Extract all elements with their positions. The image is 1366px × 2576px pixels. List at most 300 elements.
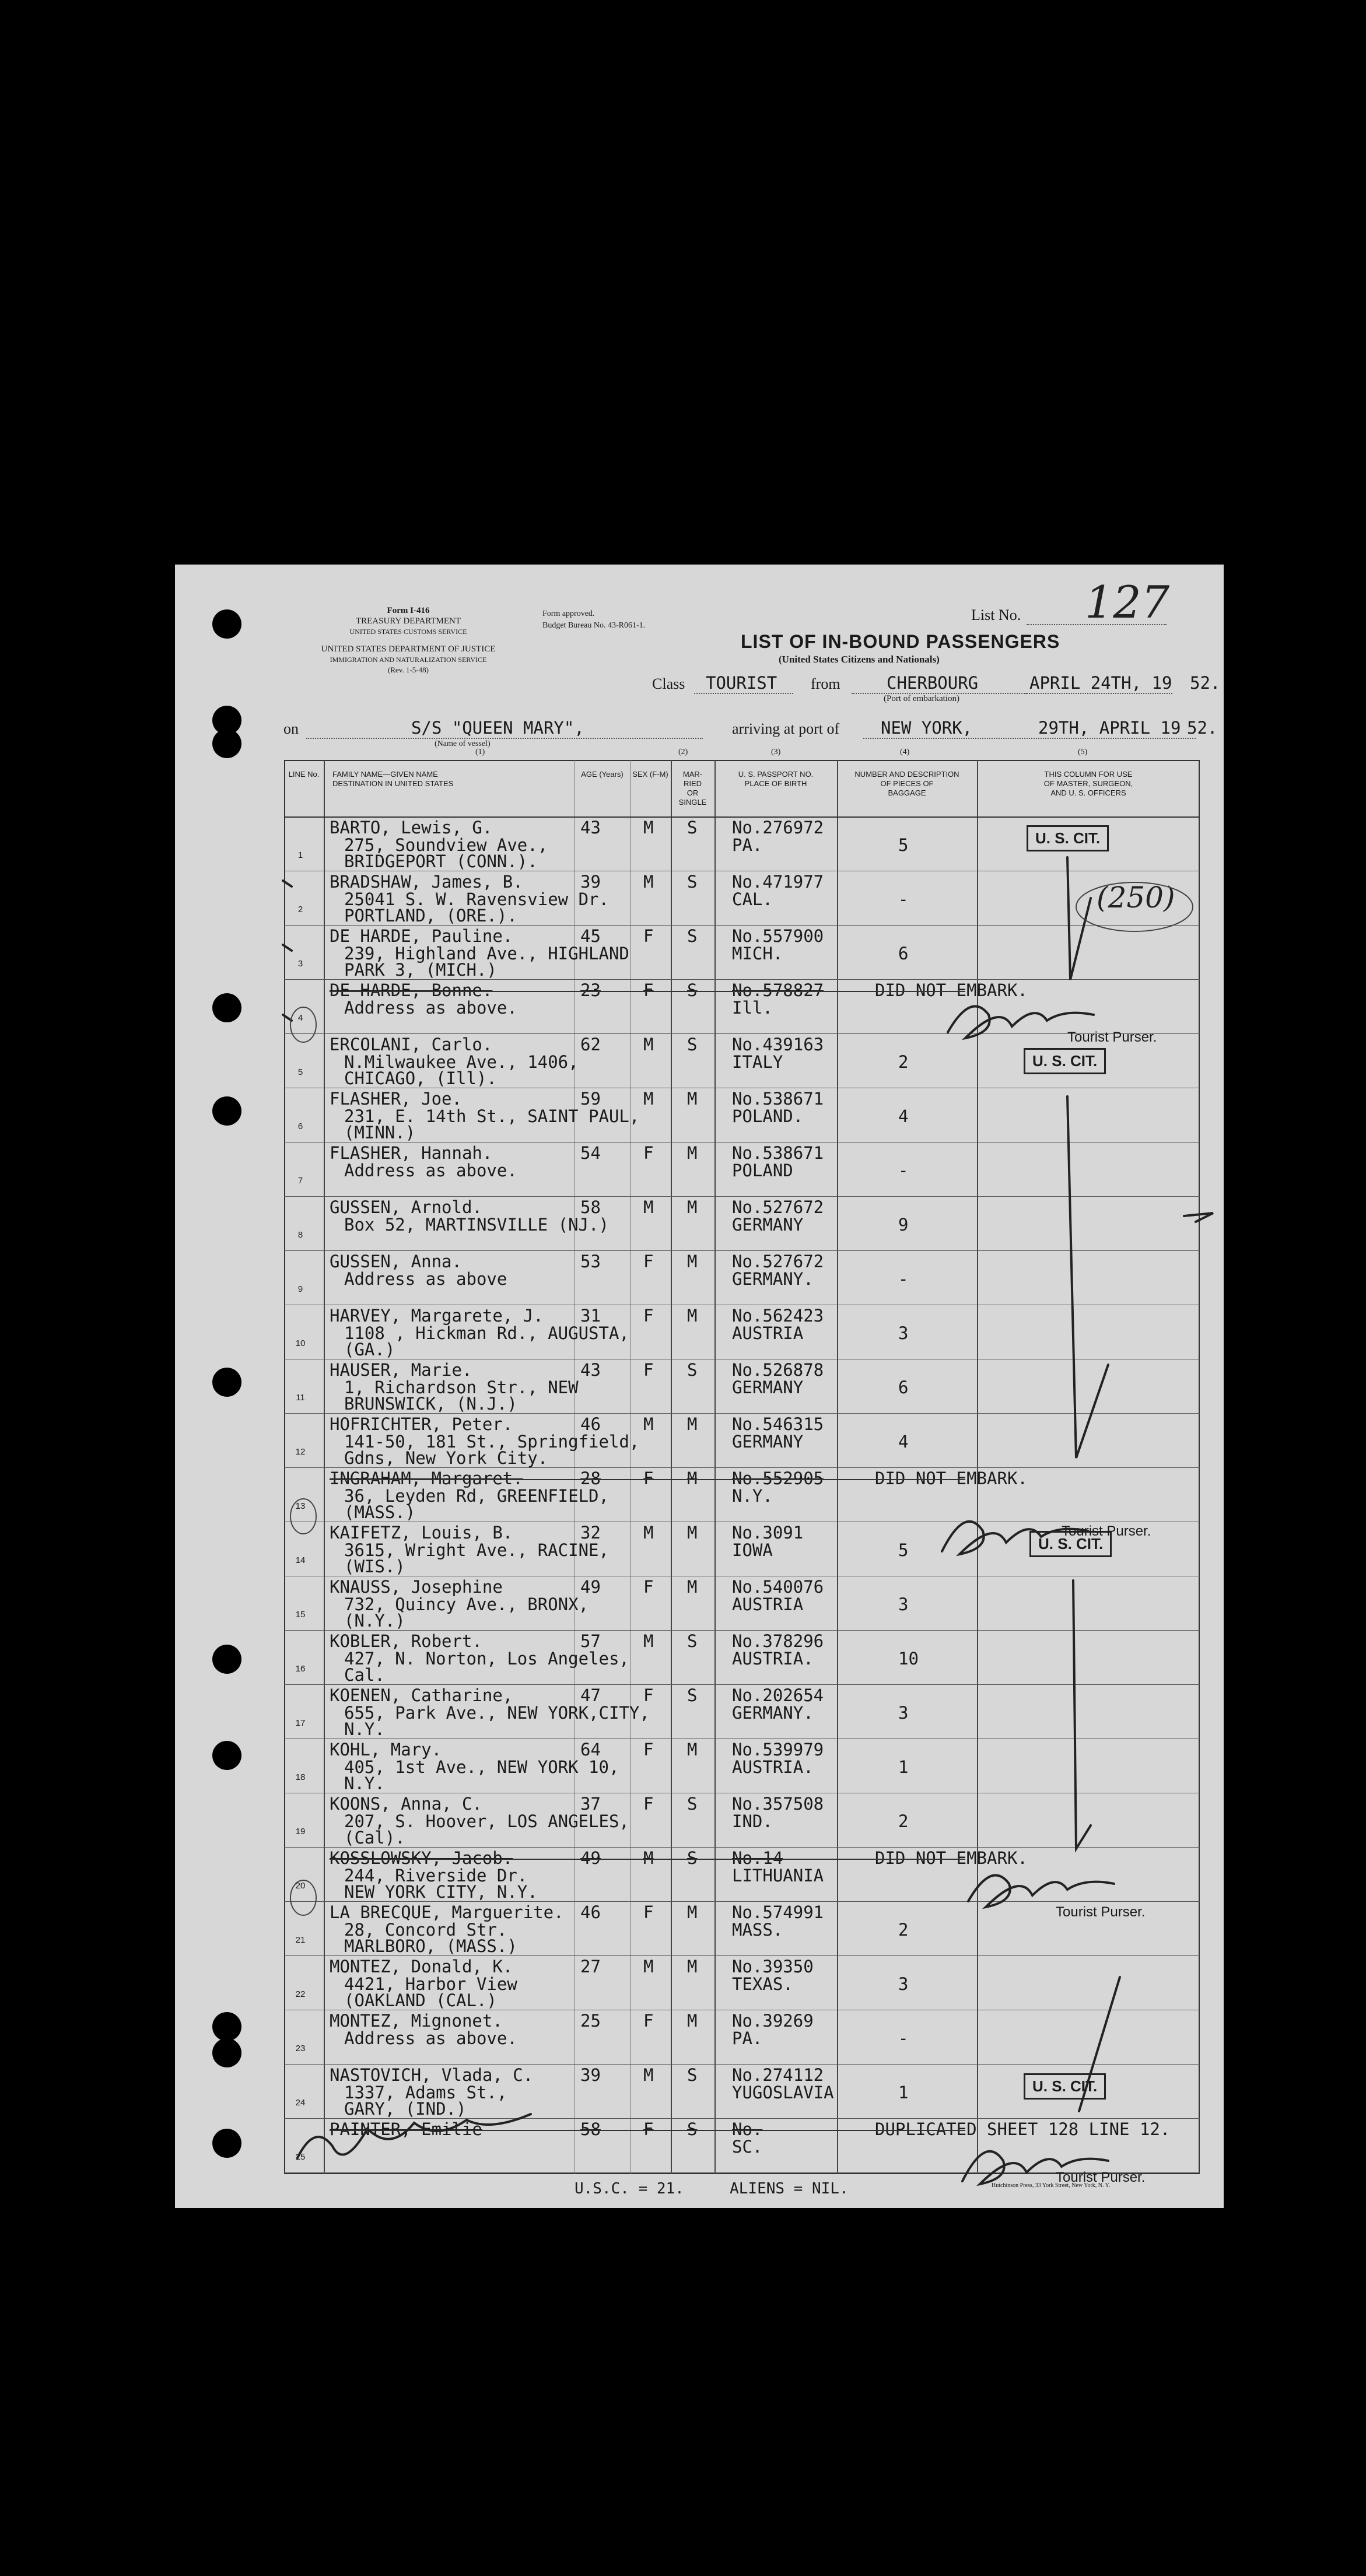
- col-officers: THIS COLUMN FOR USE OF MASTER, SURGEON, AND U. S. OFFICERS: [1043, 770, 1133, 797]
- place-of-birth: GERMANY.: [732, 1269, 814, 1289]
- baggage-count: -: [898, 1161, 909, 1180]
- passenger-address: 28, Concord Str.: [344, 1920, 507, 1940]
- age: 57: [580, 1631, 601, 1651]
- marital-status: M: [687, 1740, 698, 1760]
- ins: IMMIGRATION AND NATURALIZATION SERVICE: [330, 656, 487, 664]
- baggage-count: 3: [898, 1323, 909, 1343]
- passenger-address: 141-50, 181 St., Springfield,: [344, 1432, 640, 1452]
- passport-number: No.538671: [732, 1143, 824, 1163]
- passenger-address-2: (OAKLAND (CAL.): [344, 1990, 497, 2010]
- baggage-count: -: [898, 2028, 909, 2048]
- sex: F: [643, 1685, 654, 1705]
- place-of-birth: POLAND.: [732, 1106, 804, 1126]
- place-of-birth: POLAND: [732, 1161, 793, 1180]
- marital-status: M: [687, 1143, 698, 1163]
- line-number: 6: [297, 1121, 303, 1131]
- passenger-address: 207, S. Hoover, LOS ANGELES,: [344, 1811, 629, 1831]
- baggage-count: 3: [898, 1594, 909, 1614]
- purser-label: Tourist Purser.: [1056, 2170, 1146, 2185]
- passenger-name: DE HARDE, Bonne.: [330, 980, 493, 1000]
- passenger-address: Address as above.: [344, 1161, 517, 1180]
- passenger-name: MONTEZ, Mignonet.: [330, 2011, 503, 2031]
- marital-status: S: [687, 1794, 698, 1814]
- passport-number: No.557900: [732, 926, 824, 946]
- passenger-address-2: (GA.): [344, 1340, 395, 1359]
- circled-line-number: [290, 1499, 316, 1534]
- passenger-address: Address as above: [344, 1269, 507, 1289]
- place-of-birth: PA.: [732, 2028, 763, 2048]
- port-note: (Port of embarkation): [884, 694, 959, 703]
- passenger-address-2: (N.Y.): [344, 1611, 405, 1631]
- passenger-address: 36, Leyden Rd, GREENFIELD,: [344, 1486, 609, 1506]
- arriving-label: arriving at port of: [732, 720, 840, 737]
- passport-number: No.578827: [732, 980, 824, 1000]
- sex: F: [643, 1252, 654, 1271]
- age: 25: [580, 2011, 601, 2031]
- age: 39: [580, 872, 601, 892]
- place-of-birth: LITHUANIA: [732, 1866, 824, 1885]
- baggage-count: 2: [898, 1811, 909, 1831]
- place-of-birth: GERMANY: [732, 1432, 804, 1452]
- marital-status: M: [687, 2011, 698, 2031]
- check-mark: [1067, 857, 1091, 980]
- passport-number: No.14: [732, 1848, 783, 1868]
- sex: F: [643, 1143, 654, 1163]
- passenger-address-2: CHICAGO, (Ill).: [344, 1068, 497, 1088]
- line-number: 11: [296, 1393, 305, 1403]
- depart-year: 52.: [1190, 673, 1221, 693]
- line-number: 23: [295, 2044, 306, 2053]
- sex: M: [643, 1035, 654, 1054]
- baggage-note: DUPLICATED SHEET 128 LINE 12.: [875, 2119, 1171, 2139]
- doj: UNITED STATES DEPARTMENT OF JUSTICE: [321, 644, 496, 654]
- marital-status: M: [687, 1306, 698, 1326]
- place-of-birth: Ill.: [732, 998, 773, 1018]
- sex: F: [643, 2011, 654, 2031]
- form-approved: Form approved.: [542, 609, 595, 618]
- baggage-count: 4: [898, 1432, 909, 1452]
- place-of-birth: SC.: [732, 2137, 763, 2157]
- passenger-address: Box 52, MARTINSVILLE (NJ.): [344, 1215, 609, 1235]
- age: 64: [580, 1740, 601, 1760]
- baggage-count: 10: [898, 1649, 919, 1669]
- passenger-address: 239, Highland Ave., HIGHLAND: [344, 944, 629, 963]
- age: 49: [580, 1577, 601, 1597]
- line-number: 13: [295, 1501, 306, 1511]
- line-number: 1: [297, 850, 303, 860]
- printer-credit: Hutchinson Press, 33 York Street, New York, N. Y.: [992, 2182, 1111, 2189]
- place-of-birth: ITALY: [732, 1052, 783, 1072]
- list-no-label: List No.: [971, 607, 1021, 623]
- check-mark: [1073, 1580, 1091, 1849]
- passenger-address-2: MARLBORO, (MASS.): [344, 1936, 517, 1956]
- passenger-address: 732, Quincy Ave., BRONX,: [344, 1594, 589, 1614]
- tick-marks: [283, 881, 292, 1021]
- passenger-address-2: (MASS.): [344, 1502, 416, 1522]
- sex: M: [643, 872, 654, 892]
- sex: M: [643, 1089, 654, 1109]
- sex: F: [643, 1577, 654, 1597]
- depart-date: APRIL 24TH, 19: [1029, 673, 1172, 693]
- passenger-name: MONTEZ, Donald, K.: [330, 1957, 513, 1976]
- passenger-address-2: PARK 3, (MICH.): [344, 960, 497, 980]
- passport-number: No.202654: [732, 1685, 824, 1705]
- passport-number: No.471977: [732, 872, 824, 892]
- baggage-note: DID NOT EMBARK.: [875, 980, 1028, 1000]
- us-citizen-stamp: U. S. CIT.: [1027, 825, 1109, 851]
- passenger-name: PAINTER, Emilie: [330, 2119, 482, 2139]
- line-number: 25: [295, 2152, 306, 2162]
- passenger-address-2: BRUNSWICK, (N.J.): [344, 1394, 517, 1414]
- passport-number: No.276972: [732, 818, 824, 837]
- line-number: 18: [295, 1772, 306, 1782]
- passport-number: No.539979: [732, 1740, 824, 1760]
- passenger-address-2: (Cal).: [344, 1828, 405, 1848]
- place-of-birth: GERMANY: [732, 1215, 804, 1235]
- page-title: LIST OF IN-BOUND PASSENGERS: [741, 631, 1060, 652]
- line-number: 19: [295, 1827, 306, 1837]
- marital-status: S: [687, 926, 698, 946]
- class-value: TOURIST: [706, 673, 777, 693]
- place-of-birth: PA.: [732, 835, 763, 855]
- passenger-name: BRADSHAW, James, B.: [330, 872, 523, 892]
- passenger-name: KOBLER, Robert.: [330, 1631, 482, 1651]
- line-number: 14: [295, 1555, 306, 1565]
- col-baggage: NUMBER AND DESCRIPTION OF PIECES OF BAGGAGE: [854, 770, 959, 797]
- marital-status: S: [687, 1360, 698, 1380]
- place-of-birth: YUGOSLAVIA: [732, 2083, 834, 2102]
- col-num-1: (1): [475, 748, 485, 756]
- purser-signature: [968, 1875, 1114, 1907]
- circled-line-number: [290, 1007, 316, 1042]
- arrival-port: NEW YORK,: [881, 718, 973, 738]
- line-number: 2: [297, 905, 303, 914]
- department: TREASURY DEPARTMENT: [355, 616, 461, 626]
- passport-number: No.378296: [732, 1631, 824, 1651]
- passenger-address: 275, Soundview Ave.,: [344, 835, 548, 855]
- baggage-count: 5: [898, 1540, 909, 1560]
- sex: F: [643, 1306, 654, 1326]
- baggage-count: -: [898, 1269, 909, 1289]
- sex: F: [643, 2119, 654, 2139]
- col-line: LINE No.: [288, 770, 320, 779]
- baggage-note: DID NOT EMBARK.: [875, 1848, 1028, 1868]
- marital-status: M: [687, 1957, 698, 1976]
- col-num-5: (5): [1078, 748, 1088, 756]
- line-number: 21: [295, 1935, 306, 1945]
- passport-number: No.3091: [732, 1523, 804, 1543]
- age: 54: [580, 1143, 601, 1163]
- sex: F: [643, 1740, 654, 1760]
- line-number: 15: [295, 1610, 306, 1620]
- line-number: 3: [297, 959, 303, 969]
- baggage-count: -: [898, 889, 909, 909]
- sex: M: [643, 1414, 654, 1434]
- us-citizen-stamp: U. S. CIT.: [1024, 1048, 1106, 1074]
- passenger-address: N.Milwaukee Ave., 1406,: [344, 1052, 579, 1072]
- passenger-name: KOONS, Anna, C.: [330, 1794, 482, 1814]
- from-port: CHERBOURG: [887, 673, 979, 693]
- place-of-birth: AUSTRIA.: [732, 1757, 814, 1777]
- us-citizen-stamp: U. S. CIT.: [1024, 2073, 1106, 2100]
- baggage-count: 4: [898, 1106, 909, 1126]
- passenger-name: INGRAHAM, Margaret.: [330, 1469, 523, 1488]
- marital-status: S: [687, 1685, 698, 1705]
- line-number: 7: [297, 1176, 303, 1186]
- us-citizen-stamp: U. S. CIT.: [1029, 1531, 1112, 1557]
- line-number: 12: [295, 1447, 306, 1457]
- age: 28: [580, 1469, 601, 1488]
- passenger-name: KOENEN, Catharine,: [330, 1685, 513, 1705]
- marital-status: S: [687, 980, 698, 1000]
- passenger-address-2: N.Y.: [344, 1774, 385, 1793]
- marital-status: S: [687, 1631, 698, 1651]
- passport-number: No.274112: [732, 2065, 824, 2085]
- passport-number: No.39269: [732, 2011, 814, 2031]
- sex: M: [643, 1957, 654, 1976]
- place-of-birth: N.Y.: [732, 1486, 773, 1506]
- list-number: 127: [1085, 576, 1170, 628]
- sex: F: [643, 1360, 654, 1380]
- passenger-address: 4421, Harbor View: [344, 1974, 517, 1994]
- passport-number: No.540076: [732, 1577, 824, 1597]
- check-mark: [1067, 1096, 1108, 1458]
- count-annotation: (250): [1097, 881, 1175, 914]
- sex: F: [643, 1902, 654, 1922]
- passenger-address: 405, 1st Ave., NEW YORK 10,: [344, 1757, 619, 1777]
- vessel-name: S/S "QUEEN MARY",: [411, 718, 584, 738]
- passenger-address: 1337, Adams St.,: [344, 2083, 507, 2102]
- passenger-address-2: Gdns, New York City.: [344, 1448, 548, 1468]
- passenger-address: 3615, Wright Ave., RACINE,: [344, 1540, 609, 1560]
- baggage-note: DID NOT EMBARK.: [875, 1469, 1028, 1488]
- line-number: 9: [297, 1284, 303, 1294]
- from-label: from: [811, 675, 840, 692]
- age: 37: [580, 1794, 601, 1814]
- baggage-count: 1: [898, 2083, 909, 2102]
- line-number: 20: [295, 1881, 306, 1891]
- passenger-address-2: (MINN.): [344, 1123, 416, 1142]
- baggage-count: 3: [898, 1703, 909, 1723]
- line-number: 24: [295, 2098, 306, 2108]
- passport-number: No.552905: [732, 1469, 824, 1488]
- purser-signature: [942, 1522, 1088, 1554]
- passenger-address: 25041 S. W. Ravensview Dr.: [344, 889, 609, 909]
- marital-status: M: [687, 1414, 698, 1434]
- age: 58: [580, 1197, 601, 1217]
- age: 49: [580, 1848, 601, 1868]
- customs-service: UNITED STATES CUSTOMS SERVICE: [349, 628, 467, 636]
- place-of-birth: GERMANY.: [732, 1703, 814, 1723]
- summary-line: U.S.C. = 21. ALIENS = NIL.: [575, 2180, 849, 2198]
- passenger-address-2: GARY, (IND.): [344, 2099, 467, 2119]
- age: 59: [580, 1089, 601, 1109]
- marital-status: M: [687, 1523, 698, 1543]
- sex: M: [643, 2065, 654, 2085]
- purser-signature: [962, 2151, 1108, 2184]
- passport-number: No.538671: [732, 1089, 824, 1109]
- place-of-birth: AUSTRIA: [732, 1594, 804, 1614]
- baggage-count: 9: [898, 1215, 909, 1235]
- sex: F: [643, 1469, 654, 1488]
- sex: F: [643, 926, 654, 946]
- passenger-address-2: NEW YORK CITY, N.Y.: [344, 1882, 538, 1902]
- passport-number: No.357508: [732, 1794, 824, 1814]
- place-of-birth: AUSTRIA.: [732, 1649, 814, 1669]
- passport-number: No.39350: [732, 1957, 814, 1976]
- passenger-name: GUSSEN, Anna.: [330, 1252, 462, 1271]
- line-number: 10: [295, 1338, 306, 1348]
- sex: F: [643, 1794, 654, 1814]
- marital-status: M: [687, 1197, 698, 1217]
- passport-number: No.526878: [732, 1360, 824, 1380]
- sex: F: [643, 980, 654, 1000]
- passenger-name: KNAUSS, Josephine: [330, 1577, 503, 1597]
- col-age: AGE (Years): [581, 770, 624, 779]
- age: 45: [580, 926, 601, 946]
- col-num-2: (2): [678, 748, 688, 756]
- col-num-3: (3): [771, 748, 781, 756]
- passenger-name: GUSSEN, Arnold.: [330, 1197, 482, 1217]
- passenger-name: FLASHER, Joe.: [330, 1089, 462, 1109]
- col-sex: SEX (F-M): [632, 770, 668, 779]
- age: 58: [580, 2119, 601, 2139]
- passport-number: No.527672: [732, 1197, 824, 1217]
- age: 53: [580, 1252, 601, 1271]
- line-number: 8: [297, 1230, 303, 1240]
- passport-number: No.527672: [732, 1252, 824, 1271]
- marital-status: M: [687, 1089, 698, 1109]
- age: 27: [580, 1957, 601, 1976]
- sex: M: [643, 1523, 654, 1543]
- passenger-address: 244, Riverside Dr.: [344, 1866, 528, 1885]
- passenger-address: 231, E. 14th St., SAINT PAUL,: [344, 1106, 640, 1126]
- marital-status: S: [687, 872, 698, 892]
- passenger-name: BARTO, Lewis, G.: [330, 818, 493, 837]
- age: 32: [580, 1523, 601, 1543]
- passenger-address: 427, N. Norton, Los Angeles,: [344, 1649, 629, 1669]
- line-number: 4: [297, 1013, 303, 1023]
- check-mark: [1079, 1977, 1120, 2111]
- baggage-count: 2: [898, 1920, 909, 1940]
- form-number: Form I-416: [387, 606, 430, 615]
- arrival-year: 52.: [1187, 718, 1218, 738]
- marital-status: S: [687, 1035, 698, 1054]
- place-of-birth: IOWA: [732, 1540, 773, 1560]
- passenger-name: HARVEY, Margarete, J.: [330, 1306, 544, 1326]
- place-of-birth: IND.: [732, 1811, 773, 1831]
- age: 46: [580, 1902, 601, 1922]
- passport-number: No.574991: [732, 1902, 824, 1922]
- age: 39: [580, 2065, 601, 2085]
- count-circle: [1076, 882, 1193, 931]
- line-number: 16: [295, 1664, 306, 1674]
- passenger-name: DE HARDE, Pauline.: [330, 926, 513, 946]
- marital-status: M: [687, 1252, 698, 1271]
- on-label: on: [283, 720, 299, 737]
- purser-label: Tourist Purser.: [1067, 1029, 1157, 1045]
- passenger-address: 655, Park Ave., NEW YORK,CITY,: [344, 1703, 650, 1723]
- baggage-count: 6: [898, 944, 909, 963]
- sex: M: [643, 1848, 654, 1868]
- place-of-birth: TEXAS.: [732, 1974, 793, 1994]
- passenger-address: Address as above.: [344, 2028, 517, 2048]
- passenger-address-2: (WIS.): [344, 1557, 405, 1576]
- bottom-signature: [297, 2114, 531, 2158]
- passport-number: No.: [732, 2119, 763, 2139]
- passenger-address-2: PORTLAND, (ORE.).: [344, 906, 517, 926]
- passenger-name: NASTOVICH, Vlada, C.: [330, 2065, 534, 2085]
- col-married: MAR- RIED OR SINGLE: [678, 770, 707, 807]
- baggage-count: 2: [898, 1052, 909, 1072]
- passenger-address-2: Cal.: [344, 1665, 385, 1685]
- baggage-count: 5: [898, 835, 909, 855]
- circled-line-number: [290, 1880, 316, 1915]
- baggage-count: 6: [898, 1378, 909, 1397]
- age: 43: [580, 1360, 601, 1380]
- purser-label: Tourist Purser.: [1062, 1523, 1151, 1539]
- place-of-birth: MICH.: [732, 944, 783, 963]
- vessel-note: (Name of vessel): [435, 739, 491, 748]
- baggage-count: 3: [898, 1974, 909, 1994]
- revision: (Rev. 1-5-48): [388, 665, 429, 674]
- passenger-address: 1108 , Hickman Rd., AUGUSTA,: [344, 1323, 629, 1343]
- passenger-name: HAUSER, Marie.: [330, 1360, 472, 1380]
- line-number: 22: [295, 1989, 306, 1999]
- passenger-address-2: N.Y.: [344, 1719, 385, 1739]
- baggage-count: 1: [898, 1757, 909, 1777]
- marital-status: S: [687, 2065, 698, 2085]
- age: 46: [580, 1414, 601, 1434]
- marital-status: M: [687, 1577, 698, 1597]
- age: 47: [580, 1685, 601, 1705]
- passenger-name: LA BRECQUE, Marguerite.: [330, 1902, 564, 1922]
- place-of-birth: MASS.: [732, 1920, 783, 1940]
- line-number: 5: [297, 1067, 303, 1077]
- passenger-name: KOHL, Mary.: [330, 1740, 442, 1760]
- passenger-name: KOSSLOWSKY, Jacob.: [330, 1848, 513, 1868]
- sex: M: [643, 1631, 654, 1651]
- marital-status: M: [687, 1469, 698, 1488]
- place-of-birth: GERMANY: [732, 1378, 804, 1397]
- passenger-name: FLASHER, Hannah.: [330, 1143, 493, 1163]
- age: 62: [580, 1035, 601, 1054]
- class-label: Class: [652, 675, 685, 692]
- col-num-4: (4): [900, 748, 910, 756]
- passenger-name: KAIFETZ, Louis, B.: [330, 1523, 513, 1543]
- age: 43: [580, 818, 601, 837]
- col-name: FAMILY NAME—GIVEN NAME DESTINATION IN UNITED STATES: [332, 770, 454, 788]
- passenger-name: ERCOLANI, Carlo.: [330, 1035, 493, 1054]
- place-of-birth: AUSTRIA: [732, 1323, 804, 1343]
- marital-status: S: [687, 818, 698, 837]
- passenger-address: 1, Richardson Str., NEW: [344, 1378, 579, 1397]
- age: 31: [580, 1306, 601, 1326]
- passport-number: No.546315: [732, 1414, 824, 1434]
- col-passport: U. S. PASSPORT NO. PLACE OF BIRTH: [738, 770, 814, 788]
- passenger-name: HOFRICHTER, Peter.: [330, 1414, 513, 1434]
- passenger-address-2: BRIDGEPORT (CONN.).: [344, 851, 538, 871]
- age: 23: [580, 980, 601, 1000]
- page-subtitle: (United States Citizens and Nationals): [779, 654, 940, 665]
- purser-signature: [948, 1006, 1094, 1038]
- purser-label: Tourist Purser.: [1056, 1904, 1146, 1920]
- passport-number: No.562423: [732, 1306, 824, 1326]
- passenger-address: Address as above.: [344, 998, 517, 1018]
- marital-status: S: [687, 1848, 698, 1868]
- arrival-date: 29TH, APRIL 19: [1038, 718, 1181, 738]
- line-number: 17: [295, 1718, 306, 1728]
